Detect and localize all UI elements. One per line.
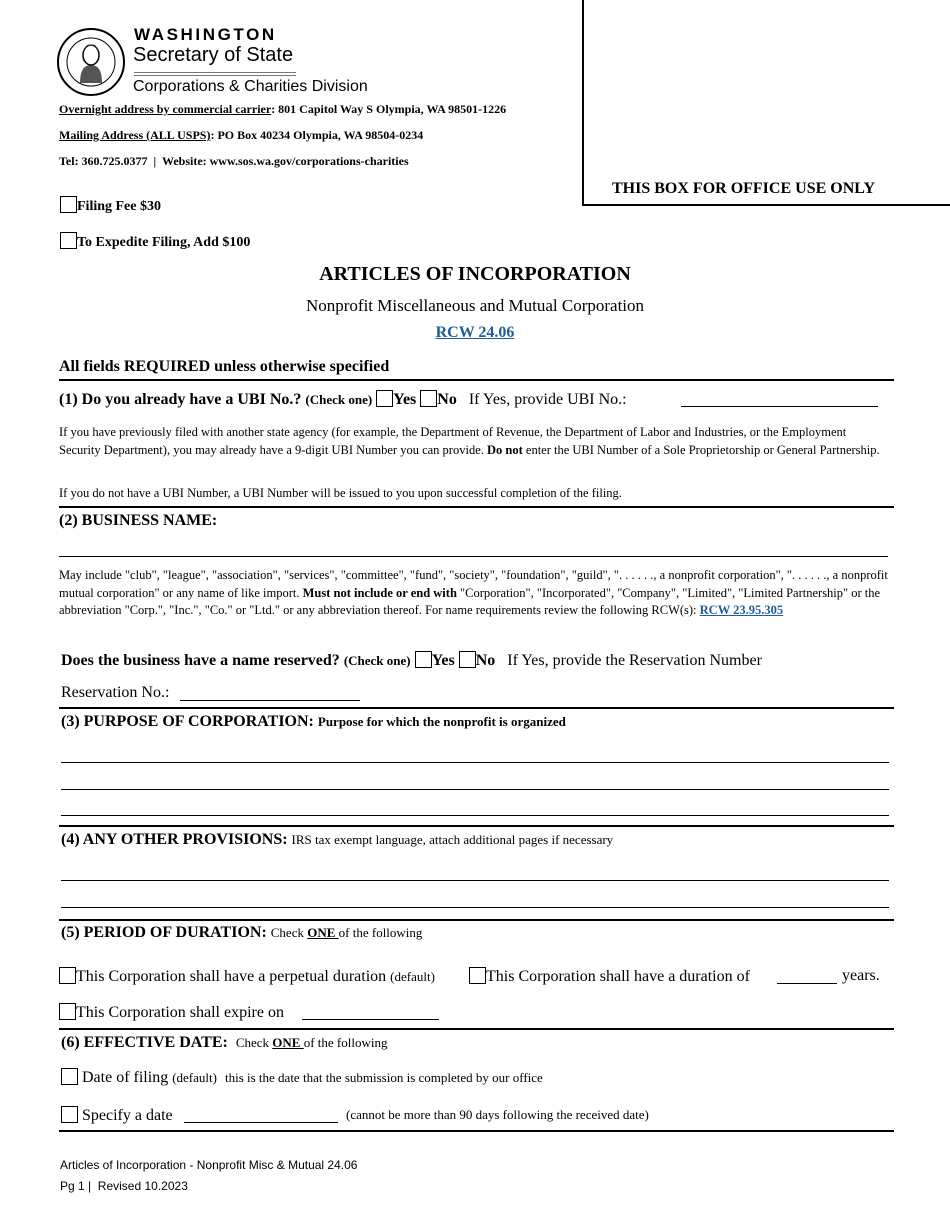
duration-years-label: years. xyxy=(842,967,880,984)
duration-label: This Corporation shall have a duration of xyxy=(486,968,750,985)
date-of-filing-default: (default) xyxy=(172,1070,217,1085)
specify-date-label: Specify a date xyxy=(82,1107,173,1124)
purpose-line-3[interactable] xyxy=(61,815,889,816)
effective-check-post: of the following xyxy=(303,1035,388,1050)
purpose-subheading: Purpose for which the nonprofit is organized xyxy=(317,714,566,729)
rcw-23-95-305-link[interactable]: RCW 23.95.305 xyxy=(699,603,784,617)
expire-date-field[interactable] xyxy=(302,1019,439,1020)
duration-check-pre: Check xyxy=(270,925,308,940)
required-note: All fields REQUIRED unless otherwise specified xyxy=(59,358,390,375)
provisions-line-1[interactable] xyxy=(61,880,889,881)
effective-date-instruction xyxy=(236,1035,388,1050)
division-name: Corporations & Charities Division xyxy=(133,78,368,95)
reservation-number-label: Reservation No.: xyxy=(61,684,170,701)
mailing-label: Mailing Address (ALL USPS) xyxy=(59,128,211,142)
effective-date-heading: (6) EFFECTIVE DATE: xyxy=(61,1034,228,1051)
expire-option xyxy=(59,1003,284,1022)
footer-page-info: Pg 1 | Revised 10.2023 xyxy=(60,1179,188,1193)
ubi-yes-checkbox[interactable] xyxy=(376,390,393,407)
ubi-info-text-b: enter the UBI Number of a Sole Proprietorship or General Partnership. xyxy=(522,443,880,457)
ubi-info-paragraph xyxy=(59,423,889,459)
logo-divider xyxy=(134,72,296,73)
name-note-text-a: May include "club", "league", "association", "services", "committee", "fund", "society", "foundation", "guild", ". . . . . ., a nonprofit corporation", ". . . . . ., a nonprofit mutual corporation" or any name of like import. xyxy=(59,568,888,600)
section-divider xyxy=(59,1028,894,1030)
specify-date-checkbox[interactable] xyxy=(61,1106,78,1123)
section-divider xyxy=(59,1130,894,1132)
business-name-note xyxy=(59,567,894,620)
effective-date-heading-row xyxy=(61,1034,387,1052)
reservation-number-row xyxy=(61,684,169,702)
perpetual-option xyxy=(59,967,435,986)
name-reserved-check-one: (Check one) xyxy=(343,653,411,668)
filing-fee-option xyxy=(60,196,161,215)
date-of-filing-checkbox[interactable] xyxy=(61,1068,78,1085)
duration-heading: (5) PERIOD OF DURATION: xyxy=(61,924,267,941)
rcw-link-container xyxy=(0,324,950,342)
expedite-option xyxy=(60,232,250,251)
purpose-line-2[interactable] xyxy=(61,789,889,790)
duration-years-field[interactable] xyxy=(777,983,837,984)
overnight-address xyxy=(59,102,506,117)
ubi-number-field[interactable] xyxy=(681,406,878,407)
name-reserved-if-yes: If Yes, provide the Reservation Number xyxy=(507,652,762,669)
rcw-24-06-link[interactable]: RCW 24.06 xyxy=(435,324,515,341)
perpetual-default: (default) xyxy=(390,969,435,984)
expire-label: This Corporation shall expire on xyxy=(76,1004,284,1021)
reservation-number-field[interactable] xyxy=(180,700,360,701)
ubi-info-do-not: Do not xyxy=(487,443,523,457)
section-divider xyxy=(59,919,894,921)
mailing-value: : PO Box 40234 Olympia, WA 98504-0234 xyxy=(210,128,424,142)
name-reserved-no-label: No xyxy=(475,652,496,669)
ubi-no-label: No xyxy=(437,391,457,408)
provisions-line-2[interactable] xyxy=(61,907,889,908)
filing-fee-label: Filing Fee $30 xyxy=(77,199,161,214)
contact-info: Tel: 360.725.0377 | Website: www.sos.wa.gov/corporations-charities xyxy=(59,154,409,168)
ubi-heading: (1) Do you already have a UBI No.? xyxy=(59,391,302,408)
expire-checkbox[interactable] xyxy=(59,1003,76,1020)
section-divider xyxy=(59,825,894,827)
logo-divider-2 xyxy=(134,75,296,76)
purpose-heading: (3) PURPOSE OF CORPORATION: xyxy=(61,713,314,730)
office-name: Secretary of State xyxy=(133,44,294,66)
duration-option xyxy=(469,967,750,986)
duration-instruction xyxy=(271,925,423,940)
office-use-box xyxy=(582,0,950,206)
provisions-subheading: IRS tax exempt language, attach additional pages if necessary xyxy=(291,832,614,847)
form-subtitle: Nonprofit Miscellaneous and Mutual Corporation xyxy=(305,296,645,315)
ubi-question xyxy=(59,390,627,409)
section-divider xyxy=(59,506,894,508)
ubi-check-one: (Check one) xyxy=(305,392,373,407)
business-name-heading: (2) BUSINESS NAME: xyxy=(59,512,218,529)
section-divider xyxy=(59,379,894,381)
perpetual-checkbox[interactable] xyxy=(59,967,76,984)
date-of-filing-option xyxy=(61,1068,543,1087)
effective-check-one: ONE xyxy=(272,1035,304,1050)
purpose-line-1[interactable] xyxy=(61,762,889,763)
ubi-issue-note: If you do not have a UBI Number, a UBI Number will be issued to you upon successful completion of the filing. xyxy=(59,486,622,500)
state-name: WASHINGTON xyxy=(134,25,277,44)
name-reserved-question xyxy=(61,651,762,670)
perpetual-label: This Corporation shall have a perpetual duration xyxy=(76,968,387,985)
purpose-heading-row xyxy=(61,713,566,731)
date-of-filing-note: this is the date that the submission is completed by our office xyxy=(224,1070,543,1085)
expedite-label: To Expedite Filing, Add $100 xyxy=(77,235,251,250)
effective-check-pre: Check xyxy=(235,1035,273,1050)
provisions-heading-row xyxy=(61,831,613,849)
section-divider xyxy=(59,707,894,709)
ubi-if-yes: If Yes, provide UBI No.: xyxy=(468,391,627,408)
filing-fee-checkbox[interactable] xyxy=(60,196,77,213)
office-use-label: THIS BOX FOR OFFICE USE ONLY xyxy=(612,180,876,197)
date-of-filing-label: Date of filing xyxy=(82,1069,169,1086)
business-name-field[interactable] xyxy=(59,556,888,557)
mailing-address xyxy=(59,128,423,143)
specify-date-note: (cannot be more than 90 days following the received date) xyxy=(346,1107,649,1122)
specify-date-option xyxy=(61,1106,173,1125)
duration-check-post: of the following xyxy=(338,925,423,940)
provisions-heading: (4) ANY OTHER PROVISIONS: xyxy=(61,831,288,848)
name-reserved-no-checkbox[interactable] xyxy=(459,651,476,668)
ubi-yes-label: Yes xyxy=(393,391,417,408)
name-note-bold: Must not include or end with xyxy=(302,585,457,600)
specify-date-field[interactable] xyxy=(184,1122,338,1123)
ubi-info-text-a: If you have previously filed with another state agency (for example, the Department of Revenue, the Department of Labor and Industries, or the Employment Security Department), you may already have a 9-digit UBI Number you can provide. xyxy=(59,425,847,457)
name-reserved-yes-label: Yes xyxy=(431,652,455,669)
overnight-label: Overnight address by commercial carrier xyxy=(59,102,272,116)
overnight-value: : 801 Capitol Way S Olympia, WA 98501-1226 xyxy=(271,102,507,116)
duration-heading-row xyxy=(61,924,422,942)
name-reserved-heading: Does the business have a name reserved? xyxy=(61,652,340,669)
ubi-no-checkbox[interactable] xyxy=(420,390,437,407)
form-title: ARTICLES OF INCORPORATION xyxy=(319,263,631,285)
duration-check-one: ONE xyxy=(307,925,339,940)
name-reserved-yes-checkbox[interactable] xyxy=(415,651,432,668)
footer-form-name: Articles of Incorporation - Nonprofit Misc & Mutual 24.06 xyxy=(60,1158,358,1172)
name-note-text-b: "Corporation", "Incorporated", "Company", "Limited", "Limited Partnership" or the abbreviation "Corp.", "Inc.", "Co." or "Ltd." or any abbreviation thereof. For name requirements review the following RCW(s): xyxy=(59,585,881,617)
expedite-checkbox[interactable] xyxy=(60,232,77,249)
duration-checkbox[interactable] xyxy=(469,967,486,984)
seal-logo xyxy=(56,27,126,97)
